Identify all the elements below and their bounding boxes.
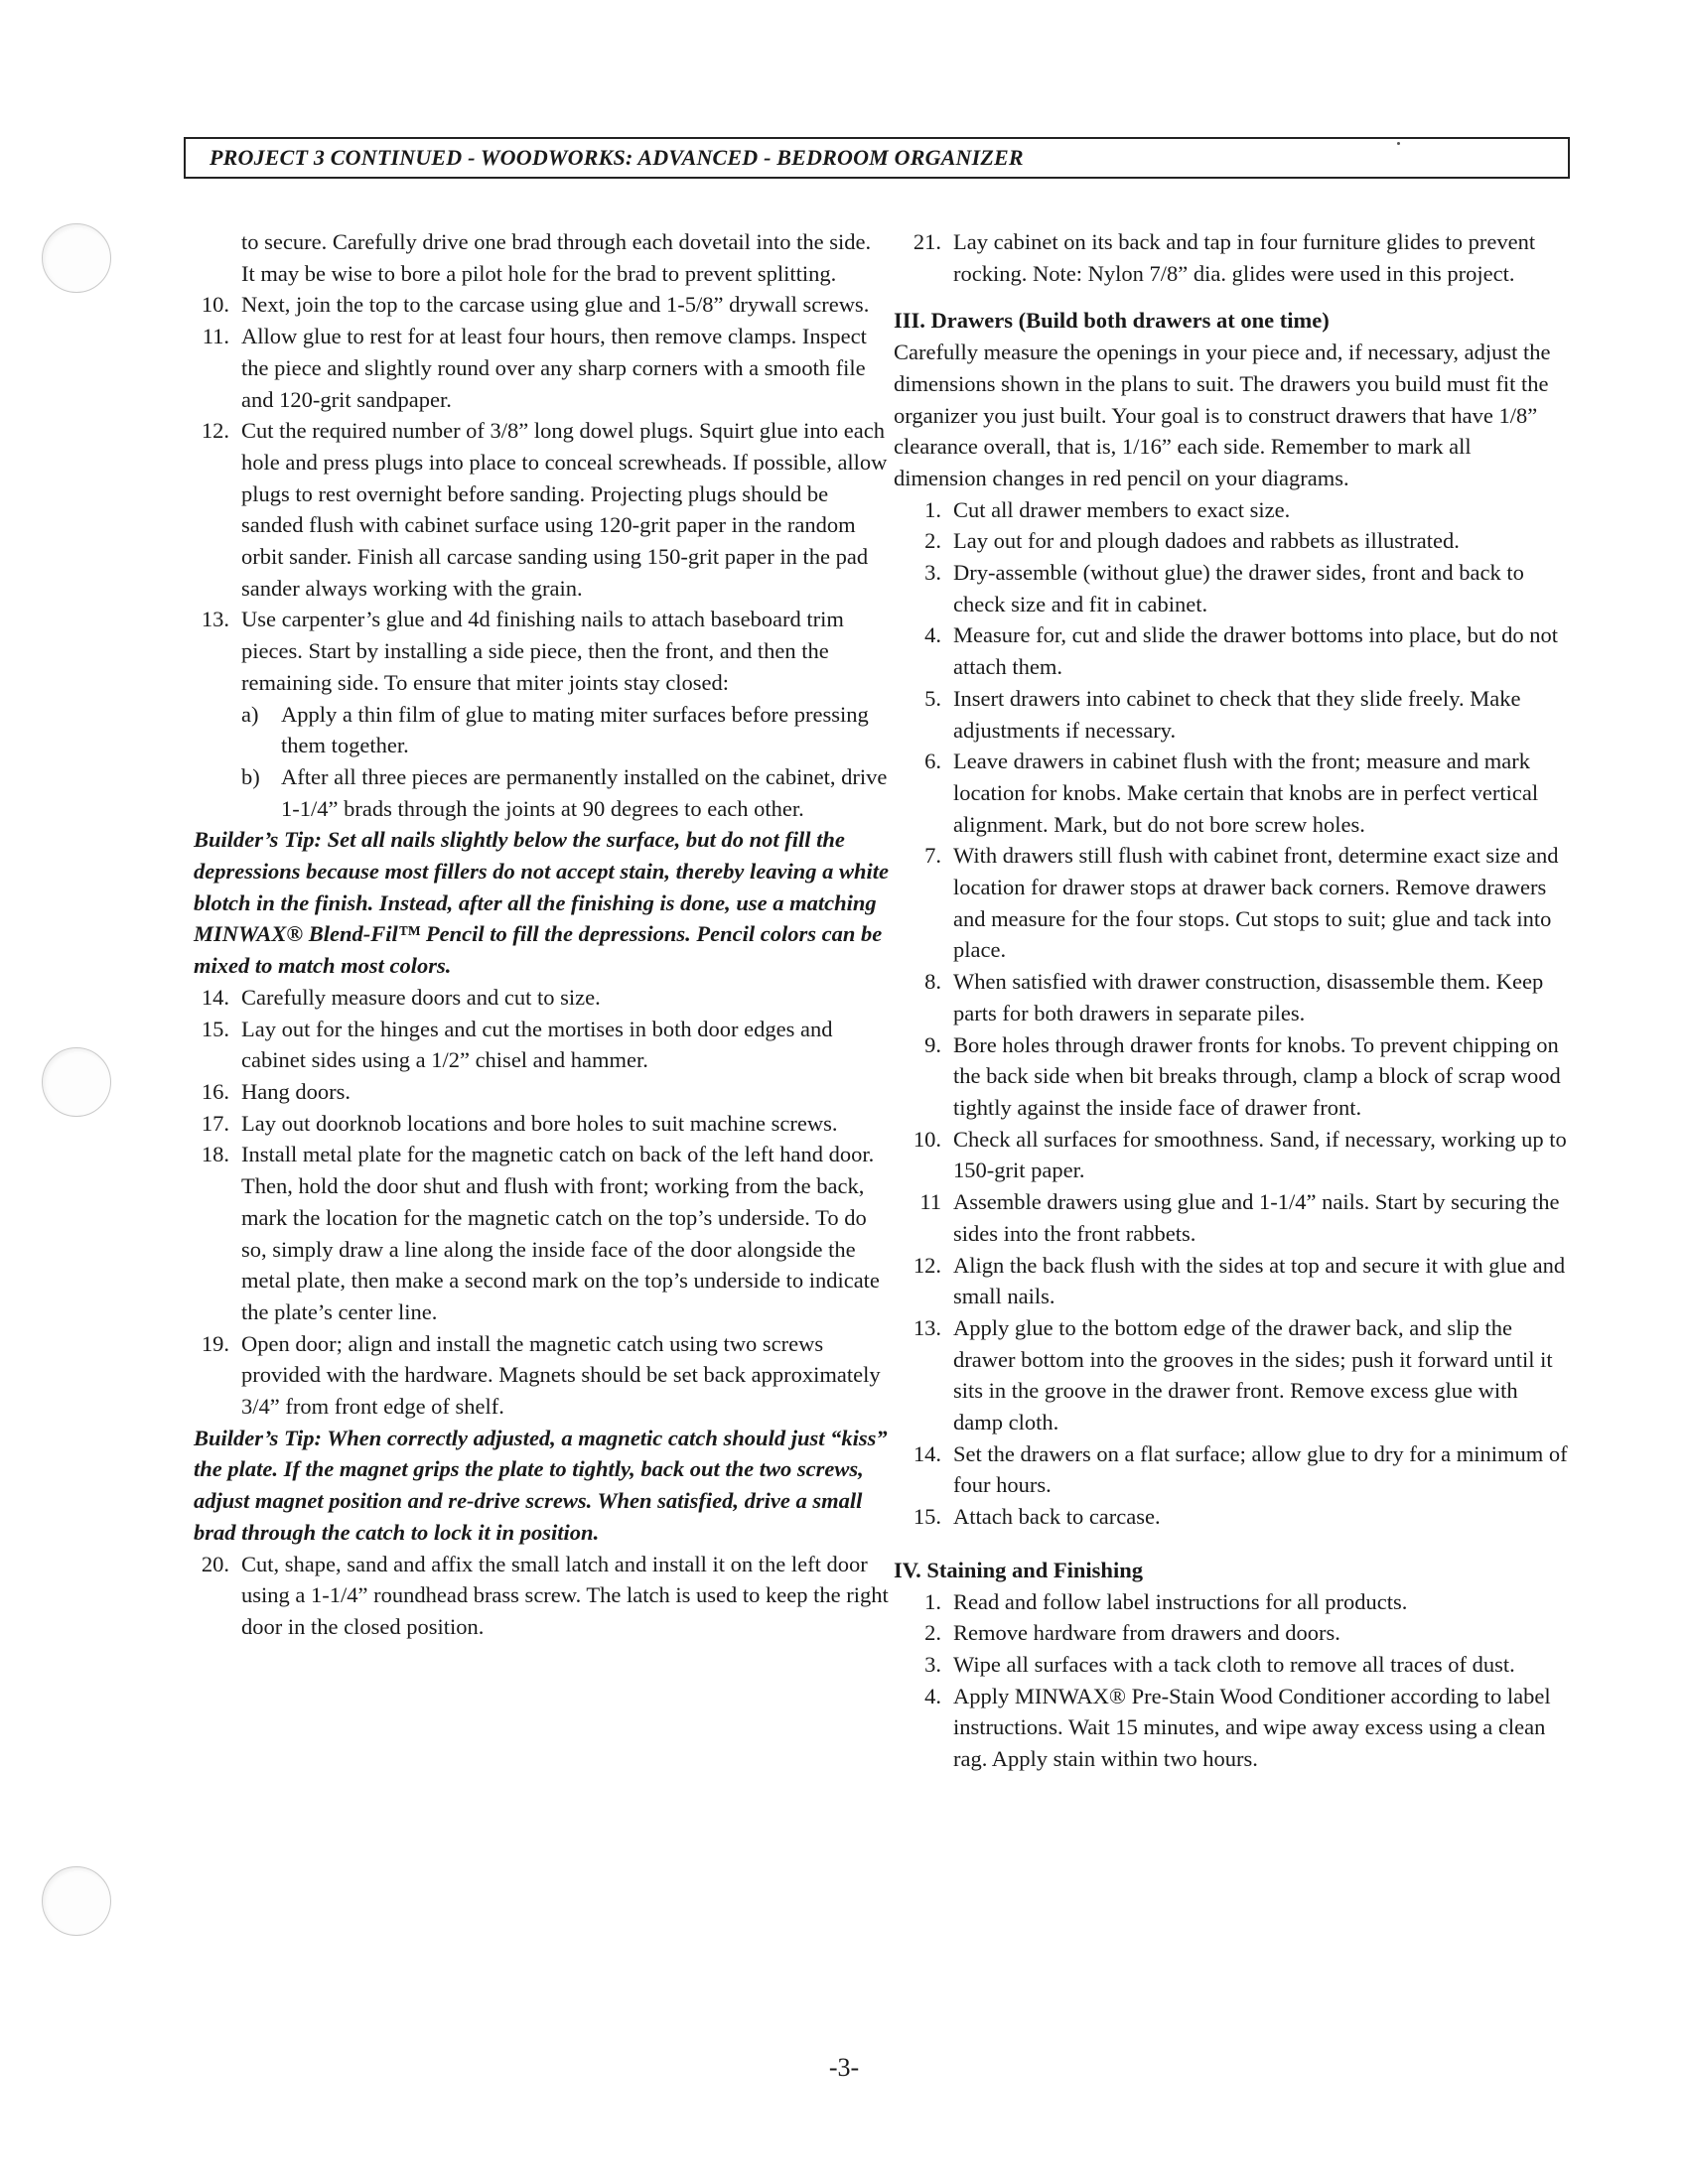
list-item: 2. Lay out for and plough dadoes and rabbets as illustrated. [924,528,1460,554]
list-item: 2. Remove hardware from drawers and doors. [924,1620,1340,1646]
list-item: 8. When satisfied with drawer construction, disassemble them. Keep parts for both drawers in separate piles. [924,969,1544,1025]
list-item: 19. Open door; align and install the magnetic catch using two screws provided with the hardware. Magnets should be set back approximately 3/4” from front edge of shelf. [201,1330,881,1420]
binder-hole-top [42,223,111,293]
list-item: 21. Lay cabinet on its back and tap in four furniture glides to prevent rocking. Note: Nylon 7/8” dia. glides were used in this project. [913,229,1536,286]
list-item: 11. Allow glue to rest for at least four hours, then remove clamps. Inspect the piece and slightly round over any sharp corners with a smooth file and 120-grit sandpaper. [202,324,867,412]
list-item: 14. Carefully measure doors and cut to size. [201,984,601,1010]
list-item: 12. Align the back flush with the sides at top and secure it with glue and small nails. [913,1252,1566,1309]
continued-text: to secure. Carefully drive one brad through each dovetail into the side. It may be wise to bore a pilot hole for the brad to prevent splitting. [241,229,872,286]
list-item: 5. Insert drawers into cabinet to check that they slide freely. Make adjustments if necessary. [924,685,1521,743]
header-title: PROJECT 3 CONTINUED - WOODWORKS: ADVANCED - BEDROOM ORGANIZER [210,145,1024,170]
list-item: 14. Set the drawers on a flat surface; allow glue to dry for a minimum of four hours. [913,1440,1568,1498]
page-number: -3- [828,2053,860,2082]
list-item: 10. Next, join the top to the carcase using glue and 1-5/8” drywall screws. [201,292,870,318]
page-header [184,137,1570,179]
section-heading-drawers: III. Drawers (Build both drawers at one time) [894,308,1330,334]
list-item: 1. Read and follow label instructions for all products. [924,1588,1408,1614]
list-item: 17. Lay out doorknob locations and bore holes to suit machine screws. [201,1110,838,1136]
list-item: 9. Bore holes through drawer fronts for knobs. To prevent chipping on the back side when bit breaks through, clamp a block of scrap wood tightly against the inside face of drawer front. [924,1031,1561,1120]
drawers-intro: Carefully measure the openings in your piece and, if necessary, adjust the dimensions shown in the plans to suit. The drawers you build must fit the organizer you just built. Your goal is to construct drawers that have 1/8” clearance overall, that is, 1/16” each side. Remember to mark all dimension changes in red pencil on your diagrams. [894,340,1551,490]
list-item: 3. Wipe all surfaces with a tack cloth to remove all traces of dust. [924,1651,1515,1677]
sub-list-item: a) Apply a thin film of glue to mating miter surfaces before pressing them together. [241,701,869,758]
list-item: 1. Cut all drawer members to exact size. [924,496,1291,522]
list-item: 15. Attach back to carcase. [913,1504,1161,1530]
section-heading-finishing: IV. Staining and Finishing [894,1557,1143,1582]
list-item: 3. Dry-assemble (without glue) the drawer sides, front and back to check size and fit in cabinet. [924,560,1524,616]
list-item: 15. Lay out for the hinges and cut the mortises in both door edges and cabinet sides using a 1/2” chisel and hammer. [201,1016,833,1073]
left-column [194,226,889,1643]
list-item: 13. Use carpenter’s glue and 4d finishing nails to attach baseboard trim pieces. Start by installing a side piece, then the front, and then the remaining side. To ensure that miter joints stay closed: [201,607,844,695]
list-item: 16. Hang doors. [201,1078,351,1104]
builders-tip: Builder’s Tip: Set all nails slightly below the surface, but do not fill the depressions because most fillers do not accept stain, thereby leaving a white blotch in the finish. Instead, after all the finishing is done, use a matching MINWAX® Blend-Fil™ Pencil to fill the depressions. Pencil colors can be mixed to match most colors. [194,827,889,979]
binder-hole-bottom [42,1866,111,1936]
list-item: 4. Apply MINWAX® Pre-Stain Wood Conditioner according to label instructions. Wait 15 minutes, and wipe away excess using a clean rag. Apply stain within two hours. [924,1683,1551,1772]
list-item: 6. Leave drawers in cabinet flush with the front; measure and mark location for knobs. Make certain that knobs are in perfect vertical alignment. Mark, but do not bore screw holes. [924,749,1539,837]
list-item: 18. Install metal plate for the magnetic catch on back of the left hand door. Then, hold the door shut and flush with front; working from the back, mark the location for the magnetic catch on the top’s underside. To do so, simply draw a line along the inside face of the door alongside the metal plate, then make a second mark on the top’s underside to indicate the plate’s center line. [201,1142,880,1324]
list-item: 12. Cut the required number of 3/8” long dowel plugs. Squirt glue into each hole and press plugs into place to conceal screwheads. If possible, allow plugs to rest overnight before sanding. Projecting plugs should be sanded flush with cabinet surface using 120-grit paper in the random orbit sander. Finish all carcase sanding using 150-grit paper in the pad sander always working with the grain. [201,418,888,601]
sub-list-item: b) After all three pieces are permanently installed on the cabinet, drive 1-1/4” brads through the joints at 90 degrees to each other. [241,763,888,821]
builders-tip: Builder’s Tip: When correctly adjusted, a magnetic catch should just “kiss” the plate. If the magnet grips the plate to tightly, back out the two screws, adjust magnet position and re-drive screws. When satisfied, drive a small brad through the catch to lock it in position. [194,1425,888,1545]
list-item: 4. Measure for, cut and slide the drawer bottoms into place, but do not attach them. [924,622,1558,680]
list-item: 13. Apply glue to the bottom edge of the drawer back, and slip the drawer bottom into the grooves in the sides; push it forward until it sits in the groove in the drawer front. Remove excess glue with damp cloth. [913,1314,1553,1435]
binder-hole-middle [42,1047,111,1117]
list-item: 10. Check all surfaces for smoothness. Sand, if necessary, working up to 150-grit paper. [913,1126,1567,1183]
list-item: 11 Assemble drawers using glue and 1-1/4” nails. Start by securing the sides into the front rabbets. [919,1189,1560,1246]
right-column [894,226,1569,1775]
list-item: 20. Cut, shape, sand and affix the small latch and install it on the left door using a 1-1/4” roundhead brass screw. The latch is used to keep the right door in the closed position. [201,1551,889,1639]
list-item: 7. With drawers still flush with cabinet front, determine exact size and location for drawer stops at drawer back corners. Remove drawers and measure for the four stops. Cut stops to suit; glue and tack into place. [924,843,1559,963]
